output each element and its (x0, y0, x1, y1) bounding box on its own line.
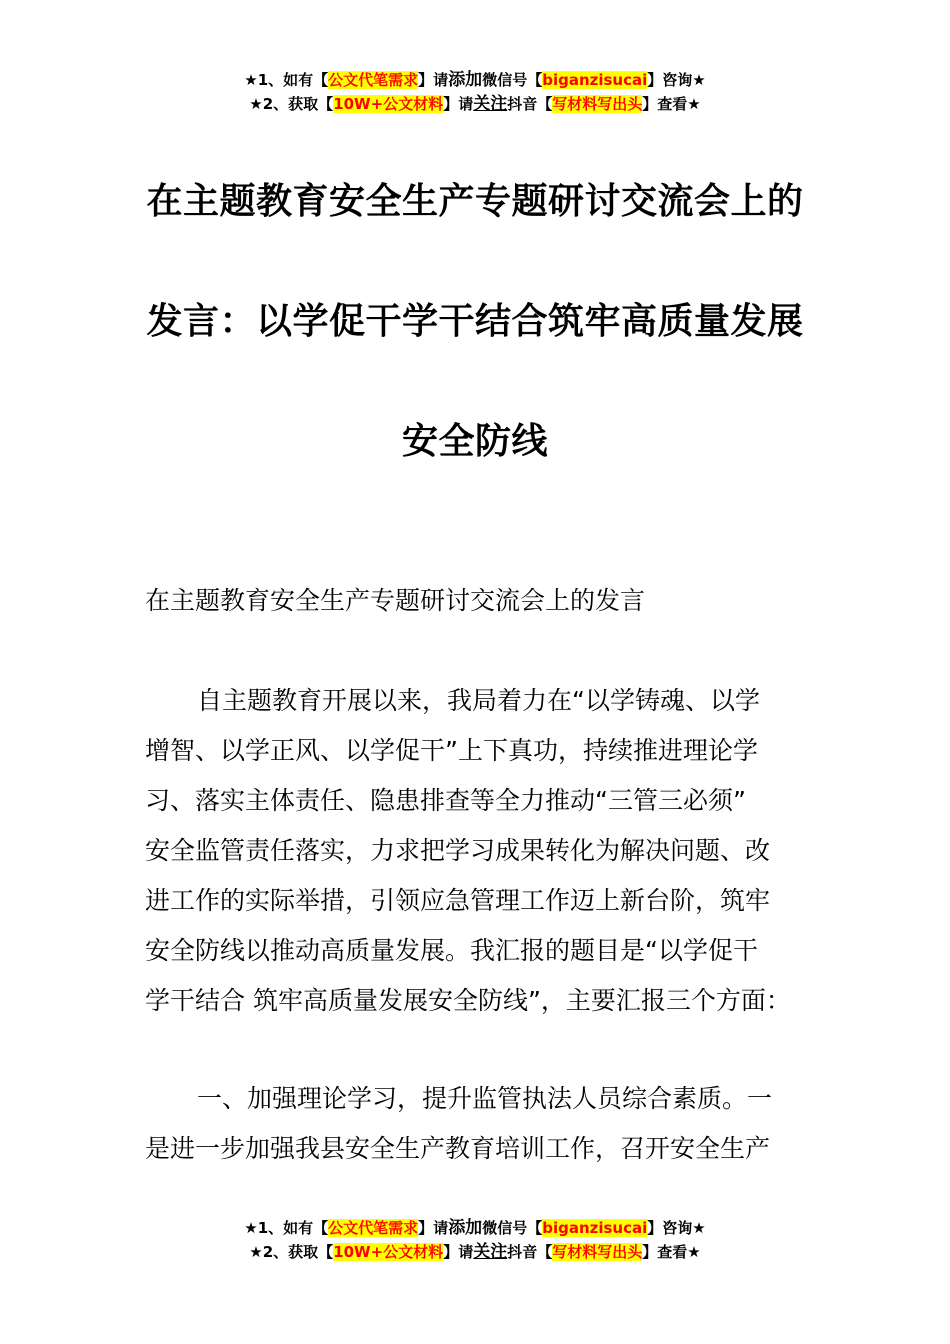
document-subtitle: 在主题教育安全生产专题研讨交流会上的发言 (145, 586, 646, 615)
banner-text: 抖音【 (507, 95, 553, 113)
banner-highlight: biganzisucai (542, 71, 648, 89)
banner-line-1 (0, 1216, 950, 1240)
banner-text: ★2、获取【 (249, 95, 334, 113)
paragraph-line: 是进一步加强我县安全生产教育培训工作，召开安全生产 (145, 1134, 771, 1163)
banner-text: 】请 (443, 95, 474, 113)
banner-highlight: biganzisucai (542, 1219, 648, 1237)
banner-text: 抖音【 (507, 1243, 553, 1261)
banner-text: ★1、如有【 (244, 71, 329, 89)
banner-text: 】请 (418, 71, 449, 89)
banner-text: ★1、如有【 (244, 1219, 329, 1237)
document-title (140, 142, 810, 502)
banner-line-2 (0, 92, 950, 116)
banner-line-2 (0, 1240, 950, 1264)
paragraph-line: 增智、以学正风、以学促干”上下真功，持续推进理论学 (145, 736, 758, 765)
paragraph-1 (145, 676, 810, 1026)
banner-text: 】咨询★ (647, 1219, 706, 1237)
banner-line-1 (0, 68, 950, 92)
banner-text: 】查看★ (642, 95, 701, 113)
paragraph-line: 安全监管责任落实，力求把学习成果转化为解决问题、改 (145, 836, 771, 865)
paragraph-line: 一、加强理论学习，提升监管执法人员综合素质。一 (197, 1084, 773, 1113)
paragraph-line: 学干结合 筑牢高质量发展安全防线”，主要汇报三个方面： (145, 986, 791, 1015)
paragraph-2 (145, 1074, 810, 1174)
paragraph-line: 习、落实主体责任、隐患排查等全力推动“三管三必须” (145, 786, 746, 815)
banner-text: 】查看★ (642, 1243, 701, 1261)
header-banner (0, 68, 950, 116)
banner-text: 】咨询★ (647, 71, 706, 89)
banner-highlight: 10W+公文材料 (333, 95, 444, 113)
title-line: 安全防线 (401, 421, 548, 462)
banner-emphasis: 关注 (473, 94, 508, 114)
title-line: 在主题教育安全生产专题研讨交流会上的 (146, 181, 804, 222)
banner-text: 】请 (443, 1243, 474, 1261)
footer-banner (0, 1216, 950, 1264)
banner-emphasis: 关注 (473, 1242, 508, 1262)
banner-highlight: 写材料写出头 (552, 95, 643, 113)
banner-highlight: 写材料写出头 (552, 1243, 643, 1261)
paragraph-line: 安全防线以推动高质量发展。我汇报的题目是“以学促干 (145, 936, 758, 965)
banner-emphasis: 添加 (448, 1218, 483, 1238)
paragraph-line: 自主题教育开展以来，我局着力在“以学铸魂、以学 (197, 686, 760, 715)
title-line: 发言：以学促干学干结合筑牢高质量发展 (146, 301, 804, 342)
banner-highlight: 10W+公文材料 (333, 1243, 444, 1261)
paragraph-line: 进工作的实际举措，引领应急管理工作迈上新台阶，筑牢 (145, 886, 771, 915)
banner-text: 微信号【 (482, 1219, 543, 1237)
banner-emphasis: 添加 (448, 70, 483, 90)
banner-text: 微信号【 (482, 71, 543, 89)
banner-text: 】请 (418, 1219, 449, 1237)
banner-highlight: 公文代笔需求 (328, 71, 419, 89)
banner-highlight: 公文代笔需求 (328, 1219, 419, 1237)
banner-text: ★2、获取【 (249, 1243, 334, 1261)
